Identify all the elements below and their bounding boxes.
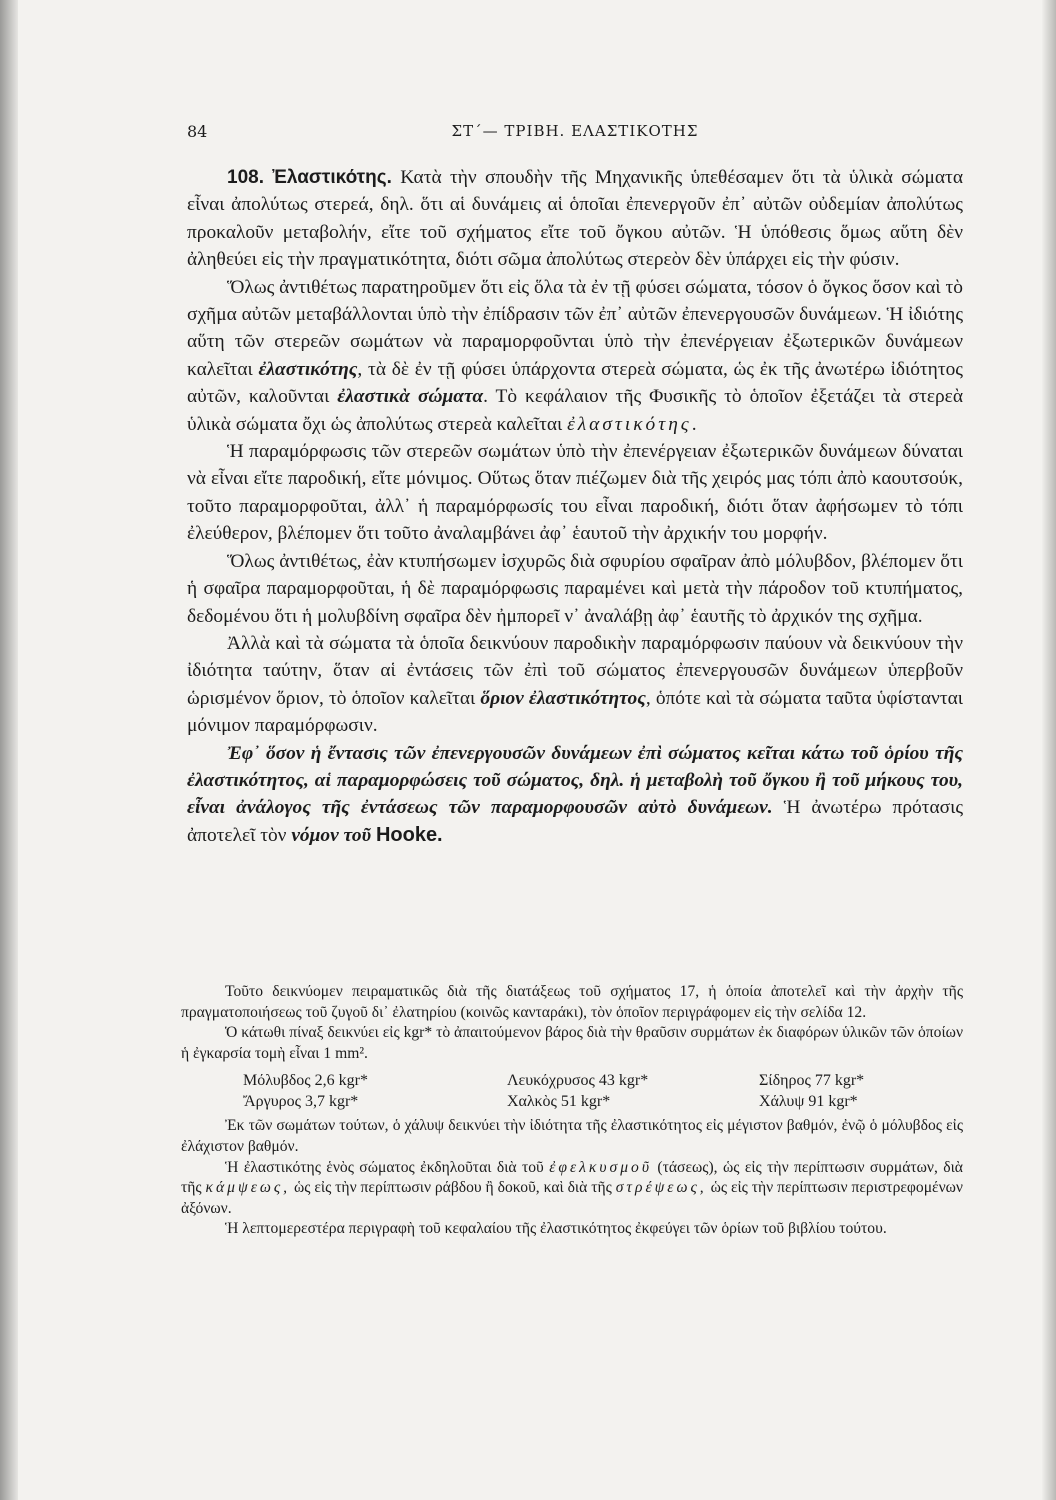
paragraph: Ἡ παραμόρφωσις τῶν στερεῶν σωμάτων ὑπὸ τὴν ἐπενέργειαν ἐξωτερικῶν δυνάμεων δύναται νὰ εἶναι εἴτε παροδική, εἴτε μόνιμος. Οὕτως ὅταν πιέζωμεν διὰ τῆς χειρός μας τόπι ἀπὸ καουτσούκ, τοῦτο παραμορφοῦται, ἀλλ᾿ ἡ παραμόρφωσίς του εἶναι παροδική, διότι ὅταν ἀφήσωμεν τὸ τόπι ἐλεύθερον, βλέπομεν ὅτι τοῦτο ἀναλαμβάνει ἀφ᾿ ἑαυτοῦ τὴν ἀρχικήν του μορφήν.: [187, 441, 963, 545]
page-edge-left: [0, 0, 18, 1500]
law-statement: Ἐφ᾿ ὅσον ἡ ἔντασις τῶν ἐπενεργουσῶν δυνάμεων ἐπὶ σώματος κεῖται κάτω τοῦ ὁρίου τῆς ἐλαστικότητος, αἱ παραμορφώσεις τοῦ σώματος, δηλ. ἡ μεταβολὴ τοῦ ὄγκου ἢ τοῦ μήκους του, εἶναι ἀνάλογος τῆς ἐντάσεως τῶν παραμορφουσῶν αὐτὸ δυνάμεων.: [187, 742, 963, 819]
law-name: νόμον τοῦ: [291, 824, 372, 846]
page-number: 84: [187, 122, 208, 141]
paragraph-text: Κατὰ τὴν σπουδὴν τῆς Μηχανικῆς ὑπεθέσαμεν ὅτι τὰ ὑλικὰ σώματα εἶναι ἀπολύτως στερεά, δηλ. ὅτι αἱ δυνάμεις αἱ ὁποῖαι ἐπενεργοῦν ἐπ᾿ αὐτῶν οὐδεμίαν ἀπολύτως προκαλοῦν μεταβολήν, εἴτε τοῦ σχήματος εἴτε τοῦ ὄγκου αὐτῶν. Ἡ ὑπόθεσις ὅμως αὕτη δὲν ἀληθεύει εἰς τὴν πραγματικότητα, διότι σῶμα ἀπολύτως στερεὸν δὲν ὑπάρχει εἰς τὴν φύσιν.: [187, 167, 963, 271]
paragraph: [187, 740, 963, 850]
note-paragraph: Τοῦτο δεικνύομεν πειραματικῶς διὰ τῆς διατάξεως τοῦ σχήματος 17, ἡ ὁποία ἀποτελεῖ καὶ τὴν ἀρχὴν τῆς πραγματοποιήσεως τοῦ ζυγοῦ δι᾿ ἐλατηρίου (κοινῶς κανταράκι), τὸν ὁποῖον περιγράφομεν εἰς τὴν σελίδα 12.: [181, 983, 963, 1021]
term-bold: ὅριον ἐλαστικότητος: [480, 687, 646, 709]
main-text: [187, 164, 963, 849]
note-paragraph: [181, 1158, 963, 1220]
section-number: 108.: [227, 167, 264, 188]
page-header: [187, 122, 963, 146]
table-cell: Χαλκὸς 51 kgr*: [506, 1093, 611, 1111]
table-cell: Ἄργυρος 3,7 kgr*: [243, 1093, 359, 1111]
paragraph: Ὅλως ἀντιθέτως, ἐὰν κτυπήσωμεν ἰσχυρῶς διὰ σφυρίου σφαῖραν ἀπὸ μόλυβδον, βλέπομεν ὅτι ἡ σφαῖρα παραμορφοῦται, ἡ δὲ παραμόρφωσις παραμένει καὶ μετὰ τὴν πάροδον τοῦ κτυπήματος, δεδομένου ὅτι ἡ μολυβδίνη σφαῖρα δὲν ἠμπορεῖ ν᾿ ἀναλάβῃ ἀφ᾿ ἑαυτῆς τὸ ἀρχικόν της σχῆμα.: [187, 550, 963, 627]
note-text: ὡς εἰς τὴν περίπτωσιν περιστρεφομένων ἀξόνων.: [181, 1179, 963, 1217]
table-row: [181, 1091, 941, 1112]
table-cell: Λευκόχρυσος 43 kgr*: [506, 1072, 649, 1090]
note-text: Ἡ ἐλαστικότης ἑνὸς σώματος ἐκδηλοῦται διὰ τοῦ: [225, 1158, 544, 1176]
breaking-load-table: [181, 1070, 941, 1112]
paragraph-text: Ὅλως ἀντιθέτως παρατηροῦμεν ὅτι εἰς ὅλα τὰ ἐν τῇ φύσει σώματα, τόσον ὁ ὄγκος ὅσον καὶ τὸ σχῆμα αὐτῶν μεταβάλλονται ὑπὸ τὴν ἐπίδρασιν τῶν ἐπ᾿ αὐτῶν ἐπενεργουσῶν δυνάμεων. Ἡ ἰδιότης αὕτη τῶν στερεῶν σωμάτων νὰ παραμορφοῦνται ὑπὸ τὴν ἐπενέργειαν ἐξωτερικῶν δυνάμεων καλεῖται: [187, 276, 963, 380]
note-paragraph: Ὁ κάτωθι πίναξ δεικνύει εἰς kgr* τὸ ἀπαιτούμενον βάρος διὰ τὴν θραῦσιν συρμάτων ἐκ διαφόρων ὑλικῶν τῶν ὁποίων ἡ ἐγκαρσία τομὴ εἶναι 1 mm².: [181, 1024, 963, 1062]
table-row: [181, 1070, 941, 1091]
term-spaced: κάμψεως,: [205, 1179, 291, 1197]
note-paragraph: Ἡ λεπτομερεστέρα περιγραφὴ τοῦ κεφαλαίου τῆς ἐλαστικότητος ἐκφεύγει τῶν ὁρίων τοῦ βιβλίου τούτου.: [225, 1220, 887, 1238]
table-cell: Χάλυψ 91 kgr*: [758, 1093, 858, 1111]
term-bold: ἐλαστικὰ σώματα: [337, 386, 484, 408]
paragraph: [187, 630, 963, 740]
paragraph: Ὅλως ἀντιθέτως παρατηροῦμεν ὅτι εἰς ὅλα τὰ ἐν τῇ φύσει σώματα, τόσον ὁ ὄγκος ὅσον καὶ τὸ σχῆμα αὐτῶν μεταβάλλονται ὑπὸ τὴν ἐπίδρασιν τῶν ἐπ᾿ αὐτῶν ἐπενεργουσῶν δυνάμεων. Ἡ ἰδιότης αὕτη τῶν στερεῶν σωμάτων νὰ παραμορφοῦνται ὑπὸ τὴν ἐπενέργειαν ἐξωτερικῶν δυνάμεων καλεῖται ἐλαστικότης, τὰ δὲ ἐν τῇ φύσει ὑπάρχοντα στερεὰ σώματα, ὡς ἐκ τῆς ἀνωτέρω ἰδιότητος αὐτῶν, καλοῦνται ἐλαστικὰ σώματα. Τὸ κεφάλαιον τῆς Φυσικῆς τὸ ὁποῖον ἐξετάζει τὰ στερεὰ ὑλικὰ σώματα ὄχι ὡς ἀπολύτως στερεὰ καλεῖται ἐλαστικότης.: [187, 276, 963, 435]
table-cell: Μόλυβδος 2,6 kgr*: [243, 1072, 368, 1090]
running-title: ΣΤ΄— ΤΡΙΒΗ. ΕΛΑΣΤΙΚΟΤΗΣ: [451, 122, 699, 140]
paragraph-text: . Τὸ κεφάλαιον τῆς Φυσικῆς τὸ ὁποῖον ἐξετάζει τὰ στερεὰ ὑλικὰ σώματα ὄχι ὡς ἀπολύτως στερεὰ καλεῖται: [187, 386, 963, 435]
paragraph-text: , ὁπότε καὶ τὰ σώματα ταῦτα ὑφίστανται μόνιμον παραμόρφωσιν.: [187, 687, 963, 737]
term-spaced: ἐλαστικότης: [567, 413, 692, 435]
hooke-name: Hooke.: [375, 823, 443, 846]
paragraph: [187, 164, 963, 274]
section-title: Ἐλαστικότης.: [272, 167, 392, 188]
note-text: ὡς εἰς τὴν περίπτωσιν ράβδου ἢ δοκοῦ, καὶ διὰ τῆς: [294, 1179, 612, 1197]
note-text: (τάσεως), ὡς εἰς τὴν περίπτωσιν συρμάτων, διὰ τῆς: [181, 1158, 963, 1197]
paragraph-text: Ἀλλὰ καὶ τὰ σώματα τὰ ὁποῖα δεικνύουν παροδικὴν παραμόρφωσιν παύουν νὰ δεικνύουν τὴν ἰδιότητα ταύτην, ὅταν αἱ ἐντάσεις τῶν ἐπὶ τοῦ σώματος ἐπενεργουσῶν δυνάμεων ὑπερβοῦν ὡρισμένον ὅριον, τὸ ὁποῖον καλεῖται: [187, 632, 963, 709]
paragraph-text: , τὰ δὲ ἐν τῇ φύσει ὑπάρχοντα στερεὰ σώματα, ὡς ἐκ τῆς ἀνωτέρω ἰδιότητος αὐτῶν, καλοῦνται: [187, 358, 963, 408]
paragraph-text: Ἡ ἀνωτέρω πρότασις ἀποτελεῖ τὸν: [187, 797, 963, 846]
term-spaced: στρέψεως,: [615, 1179, 707, 1197]
table-cell: Σίδηρος 77 kgr*: [758, 1072, 865, 1090]
note-paragraph: Ἐκ τῶν σωμάτων τούτων, ὁ χάλυψ δεικνύει τὴν ἰδιότητα τῆς ἐλαστικότητος εἰς μέγιστον βαθμόν, ἐνῷ ὁ μόλυβδος εἰς ἐλάχιστον βαθμόν.: [181, 1117, 963, 1155]
page-edge-right: [1042, 0, 1056, 1500]
term-spaced: ἐφελκυσμοῦ: [549, 1158, 652, 1176]
term-bold: ἐλαστικότης: [258, 358, 358, 380]
notes-block: [181, 982, 963, 1240]
